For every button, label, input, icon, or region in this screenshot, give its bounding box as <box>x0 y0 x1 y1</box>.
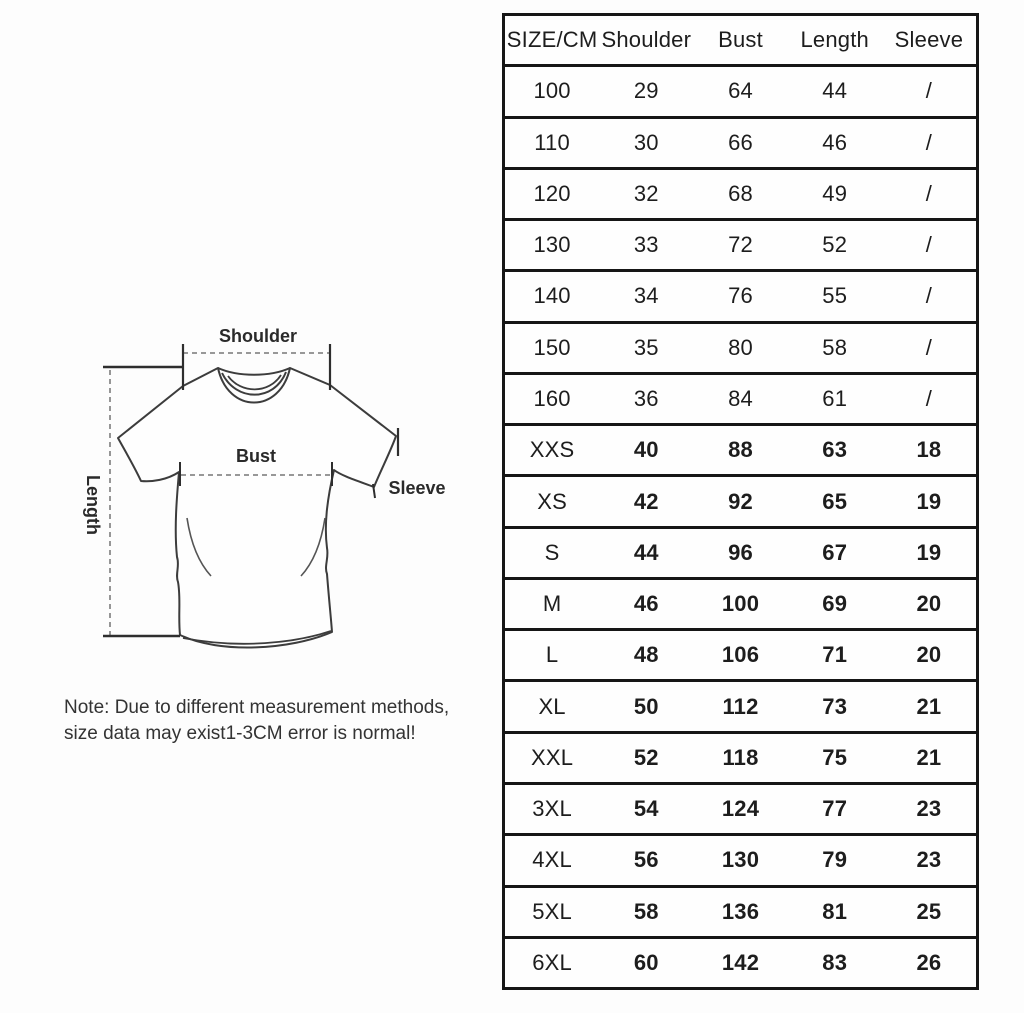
cell-size: 150 <box>533 334 571 360</box>
table-row <box>505 888 976 939</box>
table-header-row <box>505 16 976 67</box>
cell-bust: 84 <box>728 385 753 411</box>
cell-length: 73 <box>822 693 848 719</box>
note-line-2: size data may exist1-3CM error is normal! <box>64 723 416 744</box>
cell-shoulder: 30 <box>633 129 659 155</box>
table-row <box>505 682 976 733</box>
cell-shoulder: 32 <box>633 180 659 206</box>
header-cell-size: SIZE/CM <box>506 27 598 53</box>
cell-size: 4XL <box>532 847 572 873</box>
cell-shoulder: 35 <box>633 334 659 360</box>
size-chart-table <box>502 13 979 990</box>
note-line-1: Note: Due to different measurement methods, <box>64 697 450 718</box>
cell-length: 77 <box>822 796 848 822</box>
collar-inner-line <box>228 375 281 389</box>
cell-size: 6XL <box>532 949 572 975</box>
cell-sleeve: 21 <box>916 744 942 770</box>
cell-size: S <box>544 539 560 565</box>
cell-length: 63 <box>822 437 848 463</box>
cell-size: 5XL <box>532 898 572 924</box>
cell-length: 65 <box>822 488 848 514</box>
table-row <box>505 631 976 682</box>
cell-bust: 72 <box>728 232 753 258</box>
cell-size: 140 <box>533 283 571 309</box>
tshirt-outline <box>118 368 396 647</box>
header-cell-sleeve: Sleeve <box>894 27 964 53</box>
cell-bust: 92 <box>728 488 753 514</box>
cell-length: 61 <box>822 385 848 411</box>
cell-bust: 142 <box>721 949 760 975</box>
cell-size: XL <box>538 693 566 719</box>
table-row <box>505 170 976 221</box>
cell-sleeve: / <box>925 78 933 104</box>
cell-sleeve: / <box>925 334 933 360</box>
cell-sleeve: 18 <box>916 437 942 463</box>
header-cell-length: Length <box>800 27 869 53</box>
bust-label: Bust <box>236 446 276 466</box>
cell-length: 69 <box>822 591 848 617</box>
table-row <box>505 375 976 426</box>
cell-length: 58 <box>822 334 848 360</box>
table-row <box>505 272 976 323</box>
cell-bust: 66 <box>728 129 753 155</box>
shoulder-label: Shoulder <box>218 326 298 346</box>
cell-bust: 80 <box>728 334 753 360</box>
cell-length: 55 <box>822 283 848 309</box>
tshirt-measurement-diagram <box>40 310 480 670</box>
length-label: Length <box>83 475 103 535</box>
cell-bust: 76 <box>728 283 753 309</box>
table-row <box>505 221 976 272</box>
cell-length: 49 <box>822 180 848 206</box>
cell-size: 3XL <box>532 796 572 822</box>
cell-size: 120 <box>533 180 571 206</box>
header-cell-shoulder: Shoulder <box>601 27 692 53</box>
cell-shoulder: 58 <box>633 898 659 924</box>
cell-shoulder: 60 <box>633 949 659 975</box>
table-row <box>505 477 976 528</box>
cell-size: XXL <box>531 744 574 770</box>
cell-length: 75 <box>822 744 848 770</box>
cell-length: 71 <box>822 642 848 668</box>
cell-bust: 124 <box>721 796 760 822</box>
cell-size: 100 <box>533 78 571 104</box>
cell-bust: 88 <box>728 437 753 463</box>
cell-length: 67 <box>822 539 848 565</box>
table-row <box>505 836 976 887</box>
cell-shoulder: 44 <box>633 539 659 565</box>
cell-shoulder: 42 <box>633 488 659 514</box>
cell-shoulder: 36 <box>633 385 659 411</box>
cell-sleeve: 20 <box>916 642 942 668</box>
cell-sleeve: / <box>925 129 933 155</box>
cell-shoulder: 52 <box>633 744 659 770</box>
cell-bust: 64 <box>728 78 753 104</box>
cell-bust: 68 <box>728 180 753 206</box>
cell-size: XS <box>537 488 567 514</box>
cell-size: M <box>542 591 562 617</box>
cell-shoulder: 29 <box>633 78 659 104</box>
cell-size: 110 <box>534 129 570 155</box>
cell-length: 52 <box>822 232 848 258</box>
cell-shoulder: 56 <box>633 847 659 873</box>
tshirt-diagram-icon <box>40 310 480 670</box>
cell-length: 44 <box>822 78 848 104</box>
cell-size: 130 <box>533 232 571 258</box>
cell-bust: 100 <box>721 591 760 617</box>
cell-sleeve: 19 <box>916 539 942 565</box>
cell-length: 83 <box>822 949 848 975</box>
cell-length: 79 <box>822 847 848 873</box>
cell-sleeve: / <box>925 232 933 258</box>
cell-bust: 112 <box>722 693 759 719</box>
cell-sleeve: 25 <box>916 898 942 924</box>
cell-shoulder: 33 <box>633 232 659 258</box>
cell-sleeve: / <box>925 180 933 206</box>
cell-shoulder: 54 <box>633 796 659 822</box>
cell-bust: 106 <box>721 642 760 668</box>
cell-bust: 136 <box>721 898 760 924</box>
cell-shoulder: 48 <box>633 642 659 668</box>
cell-sleeve: 23 <box>916 796 942 822</box>
cell-sleeve: 26 <box>916 949 942 975</box>
cell-shoulder: 40 <box>633 437 659 463</box>
collar-back-line <box>218 368 290 375</box>
cell-sleeve: / <box>925 283 933 309</box>
table-row <box>505 580 976 631</box>
cell-sleeve: / <box>925 385 933 411</box>
cell-bust: 118 <box>722 744 759 770</box>
cell-length: 81 <box>822 898 848 924</box>
table-row <box>505 529 976 580</box>
cell-shoulder: 46 <box>633 591 659 617</box>
cell-bust: 96 <box>728 539 753 565</box>
table-row <box>505 324 976 375</box>
sleeve-label: Sleeve <box>388 478 446 498</box>
cell-sleeve: 23 <box>916 847 942 873</box>
table-row <box>505 426 976 477</box>
cell-sleeve: 21 <box>916 693 942 719</box>
cell-size: 160 <box>533 385 571 411</box>
cell-sleeve: 19 <box>916 488 942 514</box>
cell-size: L <box>545 642 559 668</box>
table-row <box>505 734 976 785</box>
cell-shoulder: 50 <box>633 693 659 719</box>
cell-size: XXS <box>529 437 575 463</box>
cell-shoulder: 34 <box>633 283 659 309</box>
cell-length: 46 <box>822 129 848 155</box>
table-row <box>505 119 976 170</box>
table-row <box>505 785 976 836</box>
table-row <box>505 939 976 987</box>
header-cell-bust: Bust <box>718 27 763 53</box>
cell-bust: 130 <box>721 847 760 873</box>
table-row <box>505 67 976 118</box>
cell-sleeve: 20 <box>916 591 942 617</box>
measurement-note <box>64 695 474 747</box>
